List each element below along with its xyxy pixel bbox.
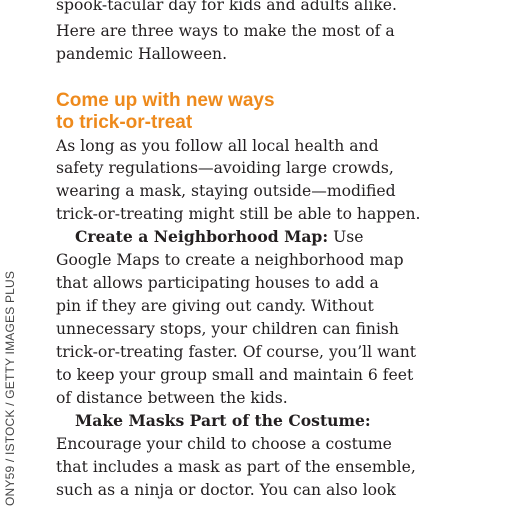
intro-line: pandemic Halloween. [56, 45, 228, 63]
paragraph-line: such as a ninja or doctor. You can also look [56, 481, 396, 499]
subsection-title: Create a Neighborhood Map: [75, 227, 329, 246]
paragraph-line: Google Maps to create a neighborhood map [56, 251, 404, 269]
subsection-lead-line [56, 226, 363, 248]
paragraph-line: to keep your group small and maintain 6 feet [56, 366, 414, 384]
paragraph-line: Encourage your child to choose a costume [56, 435, 392, 453]
subsection-title: Make Masks Part of the Costume: [75, 411, 371, 430]
paragraph-line: safety regulations—avoiding large crowds, [56, 159, 394, 177]
paragraph-line: pin if they are giving out candy. Without [56, 297, 374, 315]
paragraph-line: of distance between the kids. [56, 389, 288, 407]
subsection-lead-text: Use [328, 228, 364, 246]
photo-credit: ONY59 / ISTOCK / GETTY IMAGES PLUS [3, 270, 17, 506]
paragraph-line: trick-or-treating faster. Of course, you’ll want [56, 343, 417, 361]
paragraph-line: unnecessary stops, your children can finish [56, 320, 399, 338]
section-heading: to trick-or-treat [56, 112, 193, 133]
paragraph-line: that allows participating houses to add a [56, 274, 379, 292]
paragraph-line: As long as you follow all local health and [56, 137, 379, 155]
paragraph-line: wearing a mask, staying outside—modified [56, 182, 396, 200]
paragraph-line: trick-or-treating might still be able to happen. [56, 205, 421, 223]
intro-line: Here are three ways to make the most of a [56, 22, 395, 40]
paragraph-line: that includes a mask as part of the ensemble, [56, 458, 416, 476]
intro-line: spook-tacular day for kids and adults alike. [56, 0, 397, 14]
section-heading: Come up with new ways [56, 90, 275, 111]
